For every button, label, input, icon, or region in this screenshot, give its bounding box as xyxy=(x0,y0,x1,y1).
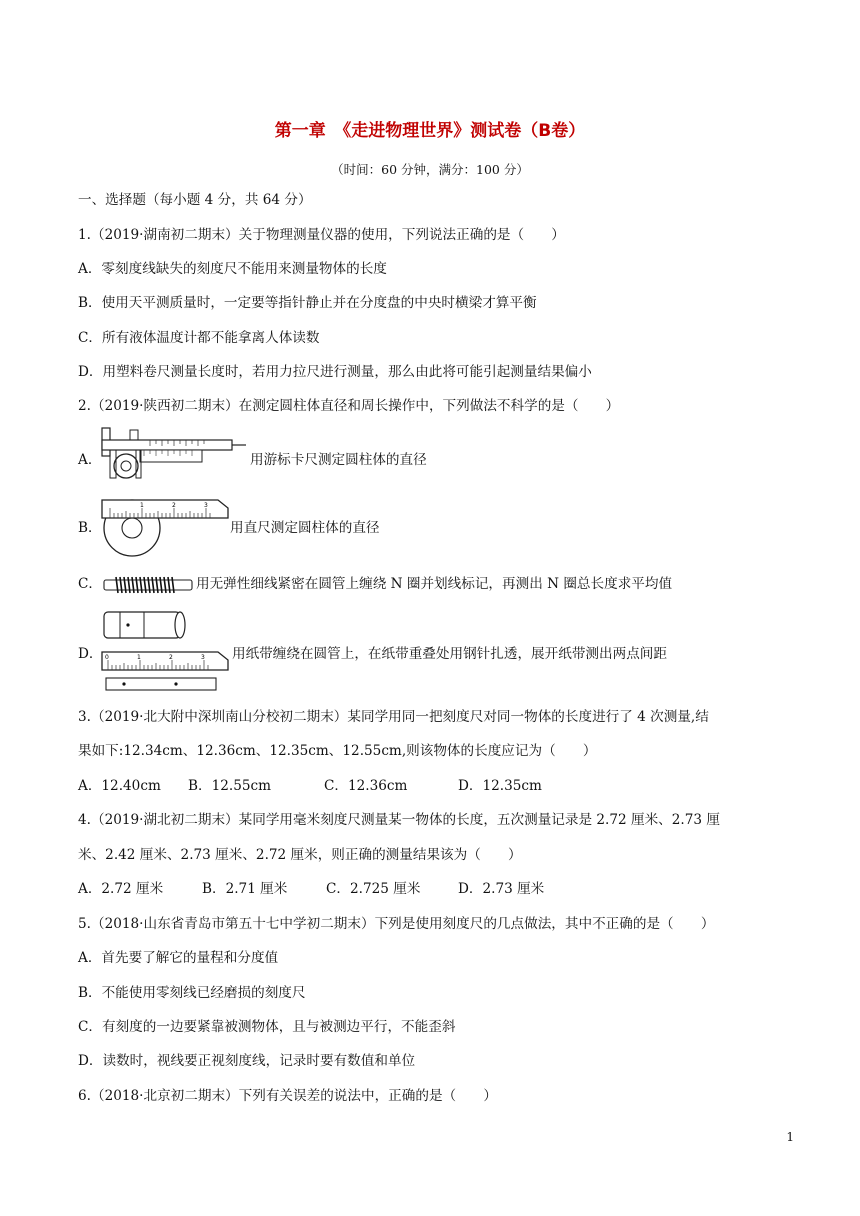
q2-option-b-label: B． xyxy=(78,520,102,536)
q4-options xyxy=(78,879,544,899)
q3-stem-line1: 3.（2019·北大附中深圳南山分校初二期末）某同学用同一把刻度尺对同一物体的长度进行了 4 次测量,结 xyxy=(78,709,709,725)
ruler-d-tick-label: 2 xyxy=(169,654,173,661)
q3-stem-line2: 果如下:12.34cm、12.36cm、12.35cm、12.55cm,则该物体的长度应记为（ ） xyxy=(78,743,597,759)
q5-option-c: C．有刻度的一边要紧靠被测物体，且与被测边平行，不能歪斜 xyxy=(78,1019,456,1035)
q1-option-d: D．用塑料卷尺测量长度时，若用力拉尺进行测量，那么由此将可能引起测量结果偏小 xyxy=(78,364,592,380)
q1-option-c: C．所有液体温度计都不能拿离人体读数 xyxy=(78,330,320,346)
q2-option-b-text: 用直尺测定圆柱体的直径 xyxy=(230,520,380,536)
ruler-d-tick-label: 3 xyxy=(201,654,205,661)
q4-option-b: B．2.71 厘米 xyxy=(202,881,288,897)
q3-option-b: B．12.55cm xyxy=(188,778,272,794)
q5-option-b: B．不能使用零刻线已经磨损的刻度尺 xyxy=(78,985,306,1001)
q3-option-d: D．12.35cm xyxy=(458,778,542,794)
q2-option-d-text: 用纸带缠绕在圆管上，在纸带重叠处用钢针扎透，展开纸带测出两点间距 xyxy=(232,646,667,662)
page-title: 第一章 《走进物理世界》测试卷（B卷） xyxy=(274,121,586,141)
section-heading: 一、选择题（每小题 4 分，共 64 分） xyxy=(78,192,312,208)
q2-option-a-label: A． xyxy=(78,452,102,468)
q2-option-d-label: D． xyxy=(78,646,103,662)
q3-option-a: A．12.40cm xyxy=(78,778,161,794)
q1-option-a: A．零刻度线缺失的刻度尺不能用来测量物体的长度 xyxy=(78,261,387,277)
q4-option-c: C．2.725 厘米 xyxy=(326,881,421,897)
coiled-thread-figure xyxy=(102,574,196,596)
q2-option-a-text: 用游标卡尺测定圆柱体的直径 xyxy=(250,452,427,468)
paper-strip-ruler-figure xyxy=(100,608,232,694)
q3-options xyxy=(78,776,542,796)
q4-stem-line2: 米、2.42 厘米、2.73 厘米、2.72 厘米，则正确的测量结果该为（ ） xyxy=(78,847,522,863)
exam-info: （时间：60 分钟，满分：100 分） xyxy=(331,162,529,177)
page-number: 1 xyxy=(786,1130,794,1144)
ruler-cylinder-figure xyxy=(100,494,232,560)
q1-stem: 1.（2019·湖南初二期末）关于物理测量仪器的使用，下列说法正确的是（ ） xyxy=(78,227,565,243)
ruler-d-tick-label: 1 xyxy=(137,654,141,661)
q5-option-a: A．首先要了解它的量程和分度值 xyxy=(78,950,279,966)
q3-option-c: C．12.36cm xyxy=(324,778,408,794)
q2-option-c-label: C． xyxy=(78,576,102,592)
ruler-b-tick-label: 1 xyxy=(140,502,144,509)
q2-stem: 2.（2019·陕西初二期末）在测定圆柱体直径和周长操作中，下列做法不科学的是（ ） xyxy=(78,398,620,414)
q5-stem: 5.（2018·山东省青岛市第五十七中学初二期末）下列是使用刻度尺的几点做法，其中不正确的是（ ） xyxy=(78,916,715,932)
q4-option-a: A．2.72 厘米 xyxy=(78,881,164,897)
q2-option-c-text: 用无弹性细线紧密在圆管上缠绕 N 圈并划线标记，再测出 N 圈总长度求平均值 xyxy=(196,576,673,592)
q4-option-d: D．2.73 厘米 xyxy=(458,881,545,897)
ruler-b-tick-label: 3 xyxy=(204,502,208,509)
vernier-caliper-figure xyxy=(100,426,248,480)
q1-option-b: B．使用天平测质量时，一定要等指针静止并在分度盘的中央时横梁才算平衡 xyxy=(78,295,537,311)
ruler-d-tick-label: 0 xyxy=(105,654,109,661)
q5-option-d: D．读数时，视线要正视刻度线，记录时要有数值和单位 xyxy=(78,1053,416,1069)
q4-stem-line1: 4.（2019·湖北初二期末）某同学用毫米刻度尺测量某一物体的长度，五次测量记录是 2.72 厘米、2.73 厘 xyxy=(78,812,720,828)
ruler-b-tick-label: 2 xyxy=(172,502,176,509)
q6-stem: 6.（2018·北京初二期末）下列有关误差的说法中，正确的是（ ） xyxy=(78,1088,497,1104)
